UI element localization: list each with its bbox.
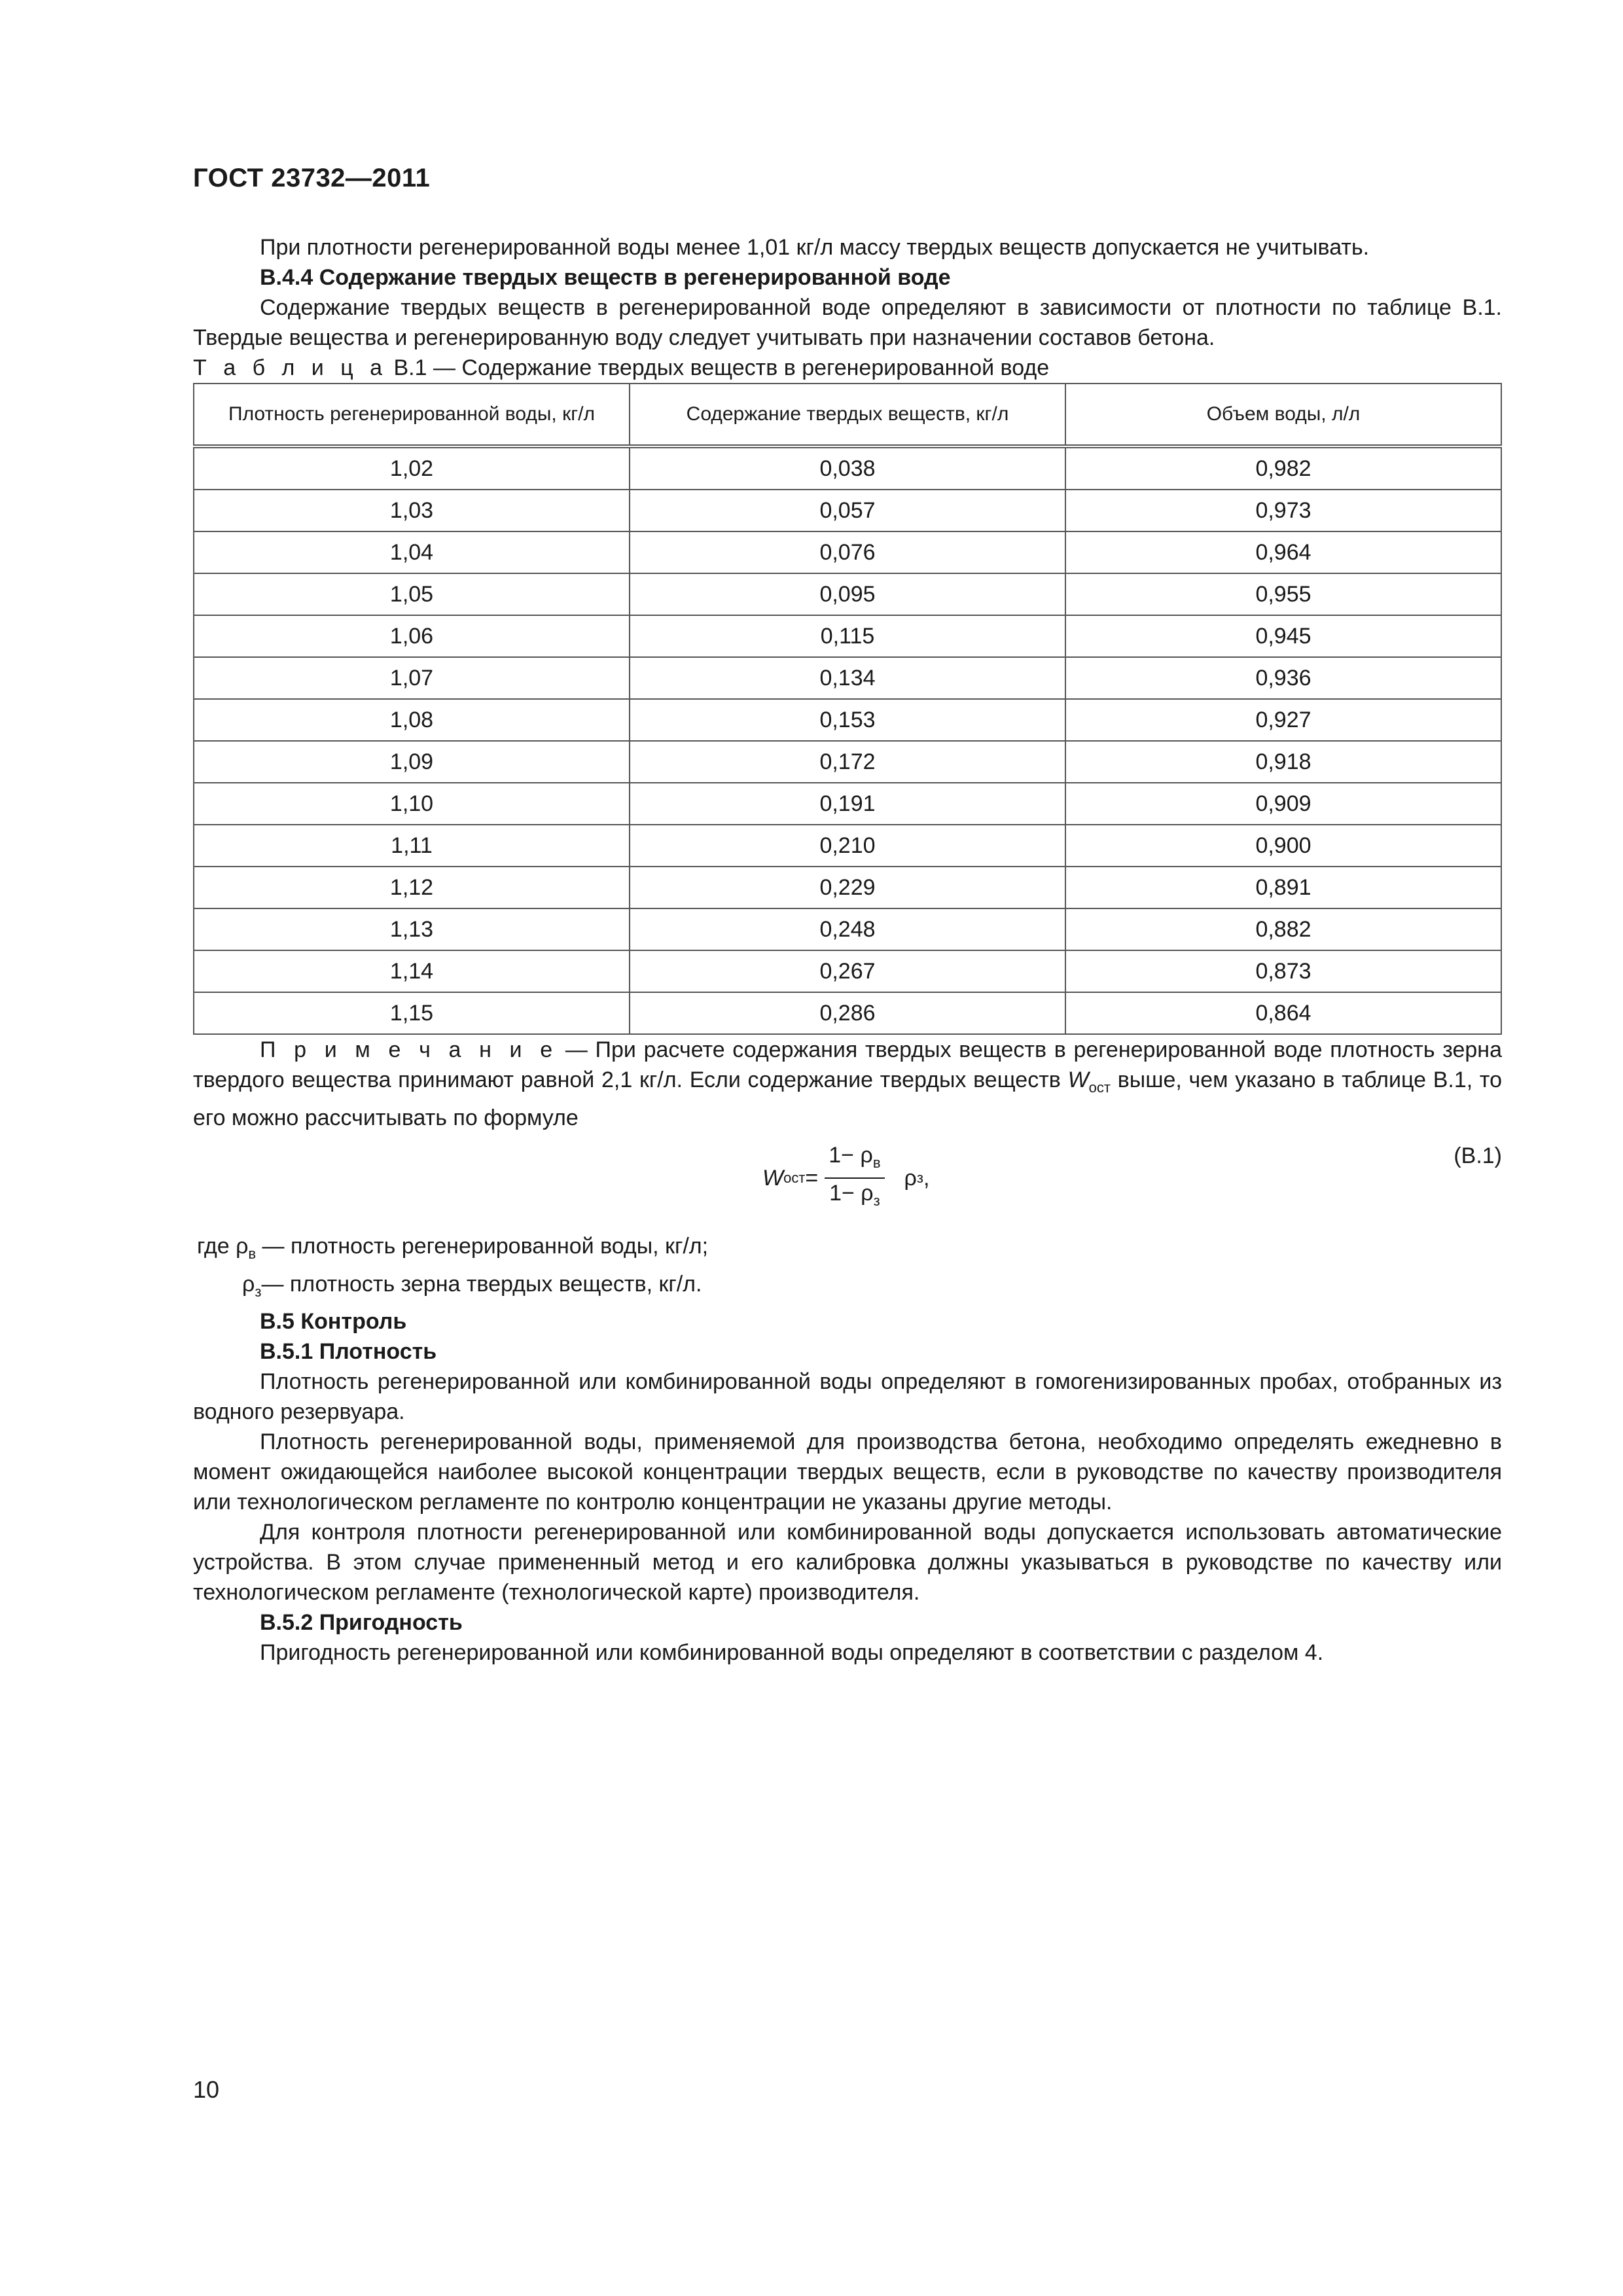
- note-label: П р и м е ч а н и е: [260, 1037, 558, 1062]
- legend-where: где: [197, 1233, 236, 1259]
- table-cell-solids: 0,115: [630, 615, 1065, 657]
- table-cell-water-volume: 0,891: [1065, 867, 1501, 908]
- solids-table: [193, 383, 1502, 1035]
- table-row: [194, 783, 1501, 825]
- table-cell-water-volume: 0,964: [1065, 531, 1501, 573]
- paragraph-density-daily: Плотность регенерированной воды, применяемой для производства бетона, необходимо определять ежедневно в момент ожидающейся наиболее высокой концентрации твердых веществ, если в руководстве по качеству производителя или технологическом регламенте по контролю концентрации не указаны другие методы.: [193, 1429, 1502, 1515]
- main-content: [193, 232, 1502, 1668]
- table-cell-solids: 0,057: [630, 490, 1065, 531]
- table-cell-water-volume: 0,982: [1065, 446, 1501, 490]
- table-cell-solids: 0,210: [630, 825, 1065, 867]
- table-cell-water-volume: 0,955: [1065, 573, 1501, 615]
- paragraph-density-sampling: Плотность регенерированной или комбинированной воды определяют в гомогенизированных пробах, отобранных из водного резервуара.: [193, 1369, 1502, 1425]
- table-cell-water-volume: 0,945: [1065, 615, 1501, 657]
- denominator-text: 1− ρ: [829, 1180, 874, 1206]
- table-cell-water-volume: 0,873: [1065, 950, 1501, 992]
- table-caption: [193, 353, 1502, 383]
- table-row: [194, 741, 1501, 783]
- table-row: [194, 573, 1501, 615]
- heading-b5: В.5 Контроль: [260, 1309, 407, 1335]
- table-cell-solids: 0,191: [630, 783, 1065, 825]
- table-cell-density: 1,09: [194, 741, 630, 783]
- formula-lhs: W: [762, 1165, 784, 1191]
- denominator-subscript: з: [873, 1192, 880, 1209]
- table-row: [194, 867, 1501, 908]
- table-row: [194, 908, 1501, 950]
- table-row: [194, 531, 1501, 573]
- heading-b44: В.4.4 Содержание твердых веществ в регенерированной воде: [260, 265, 951, 290]
- formula-row: [193, 1136, 1502, 1214]
- table-cell-solids: 0,038: [630, 446, 1065, 490]
- page-number: 10: [193, 2076, 220, 2103]
- legend-rho-z-symbol: ρ: [242, 1271, 255, 1297]
- legend-rho-v: [193, 1231, 1502, 1269]
- table-cell-solids: 0,076: [630, 531, 1065, 573]
- table-cell-water-volume: 0,973: [1065, 490, 1501, 531]
- table-cell-density: 1,04: [194, 531, 630, 573]
- table-header-density: Плотность регенерированной воды, кг/л: [194, 384, 630, 446]
- paragraph-density-threshold: При плотности регенерированной воды менее 1,01 кг/л массу твердых веществ допускается не учитывать.: [260, 235, 1370, 260]
- table-row: [194, 490, 1501, 531]
- table-cell-water-volume: 0,918: [1065, 741, 1501, 783]
- table-cell-solids: 0,229: [630, 867, 1065, 908]
- table-cell-water-volume: 0,936: [1065, 657, 1501, 699]
- table-row: [194, 992, 1501, 1034]
- numerator-text: 1− ρ: [829, 1142, 873, 1168]
- paragraph-solids-content: Содержание твердых веществ в регенерированной воде определяют в зависимости от плотности по таблице В.1. Твердые вещества и регенерированную воду следует учитывать при назначении составов бетона.: [193, 295, 1502, 350]
- legend-rho-z-text: — плотность зерна твердых веществ, кг/л.: [261, 1271, 702, 1297]
- table-cell-water-volume: 0,864: [1065, 992, 1501, 1034]
- table-cell-density: 1,10: [194, 783, 630, 825]
- table-cell-solids: 0,134: [630, 657, 1065, 699]
- paragraph-density-automatic: Для контроля плотности регенерированной или комбинированной воды допускается использовать автоматические устройства. В этом случае примененный метод и его калибровка должны указываться в руководстве по качеству или технологическом регламенте (технологической карте) производителя.: [193, 1520, 1502, 1605]
- legend-rho-z-subscript: з: [255, 1283, 262, 1300]
- document-header: ГОСТ 23732—2011: [193, 164, 431, 192]
- table-caption-text: В.1 — Содержание твердых веществ в регенерированной воде: [387, 355, 1050, 380]
- paragraph-suitability: Пригодность регенерированной или комбинированной воды определяют в соответствии с разделом 4.: [260, 1640, 1324, 1666]
- table-cell-solids: 0,095: [630, 573, 1065, 615]
- formula-multiplier: ρ: [904, 1165, 917, 1191]
- table-header-row: [194, 384, 1501, 446]
- table-cell-solids: 0,267: [630, 950, 1065, 992]
- legend-rho-z: [193, 1269, 1502, 1307]
- table-header-water-volume: Объем воды, л/л: [1065, 384, 1501, 446]
- table-cell-solids: 0,248: [630, 908, 1065, 950]
- table-cell-density: 1,05: [194, 573, 630, 615]
- table-cell-density: 1,07: [194, 657, 630, 699]
- table-cell-density: 1,02: [194, 446, 630, 490]
- numerator-subscript: в: [872, 1154, 881, 1171]
- heading-b52: В.5.2 Пригодность: [260, 1610, 463, 1636]
- table-row: [194, 699, 1501, 741]
- table-cell-density: 1,12: [194, 867, 630, 908]
- legend-rho-v-text: — плотность регенерированной воды, кг/л;: [256, 1233, 709, 1259]
- table-cell-density: 1,14: [194, 950, 630, 992]
- table-cell-water-volume: 0,882: [1065, 908, 1501, 950]
- table-body: [194, 446, 1501, 1034]
- table-row: [194, 950, 1501, 992]
- table-cell-density: 1,15: [194, 992, 630, 1034]
- formula-lhs-subscript: ост: [783, 1169, 806, 1186]
- formula-equals: =: [805, 1165, 819, 1191]
- table-row: [194, 446, 1501, 490]
- formula-denominator: [825, 1179, 884, 1215]
- table-row: [194, 825, 1501, 867]
- table-cell-density: 1,13: [194, 908, 630, 950]
- formula-b1: [762, 1141, 929, 1215]
- table-cell-solids: 0,153: [630, 699, 1065, 741]
- table-row: [194, 615, 1501, 657]
- legend-rho-v-symbol: ρ: [236, 1233, 249, 1259]
- table-row: [194, 657, 1501, 699]
- table-cell-density: 1,11: [194, 825, 630, 867]
- note-w-subscript: ост: [1088, 1079, 1111, 1096]
- formula-trailing: ,: [923, 1165, 930, 1191]
- table-caption-prefix: Т а б л и ц а: [193, 355, 388, 380]
- table-cell-water-volume: 0,927: [1065, 699, 1501, 741]
- note-w-symbol: W: [1067, 1067, 1089, 1092]
- formula-legend: [193, 1231, 1502, 1307]
- note-text-1: — При расчете содержания твердых веществ в регенерированной воде плотность зерна твердого вещества принимают равной 2,1 кг/л. Если содержание твердых веществ: [193, 1037, 1502, 1092]
- table-cell-density: 1,06: [194, 615, 630, 657]
- table-cell-solids: 0,172: [630, 741, 1065, 783]
- table-note: [193, 1035, 1502, 1133]
- formula-fraction: [825, 1141, 884, 1215]
- table-header-solids: Содержание твердых веществ, кг/л: [630, 384, 1065, 446]
- table-cell-solids: 0,286: [630, 992, 1065, 1034]
- table-cell-water-volume: 0,900: [1065, 825, 1501, 867]
- table-cell-density: 1,03: [194, 490, 630, 531]
- heading-b51: В.5.1 Плотность: [260, 1339, 437, 1365]
- formula-numerator: [825, 1141, 884, 1179]
- note-text-2: выше, чем указано в таблице В.1, то его можно рассчитывать по формуле: [193, 1067, 1503, 1130]
- table-cell-density: 1,08: [194, 699, 630, 741]
- table-cell-water-volume: 0,909: [1065, 783, 1501, 825]
- formula-number: (В.1): [1454, 1143, 1502, 1168]
- legend-rho-v-subscript: в: [248, 1245, 257, 1262]
- formula-multiplier-subscript: з: [916, 1169, 923, 1186]
